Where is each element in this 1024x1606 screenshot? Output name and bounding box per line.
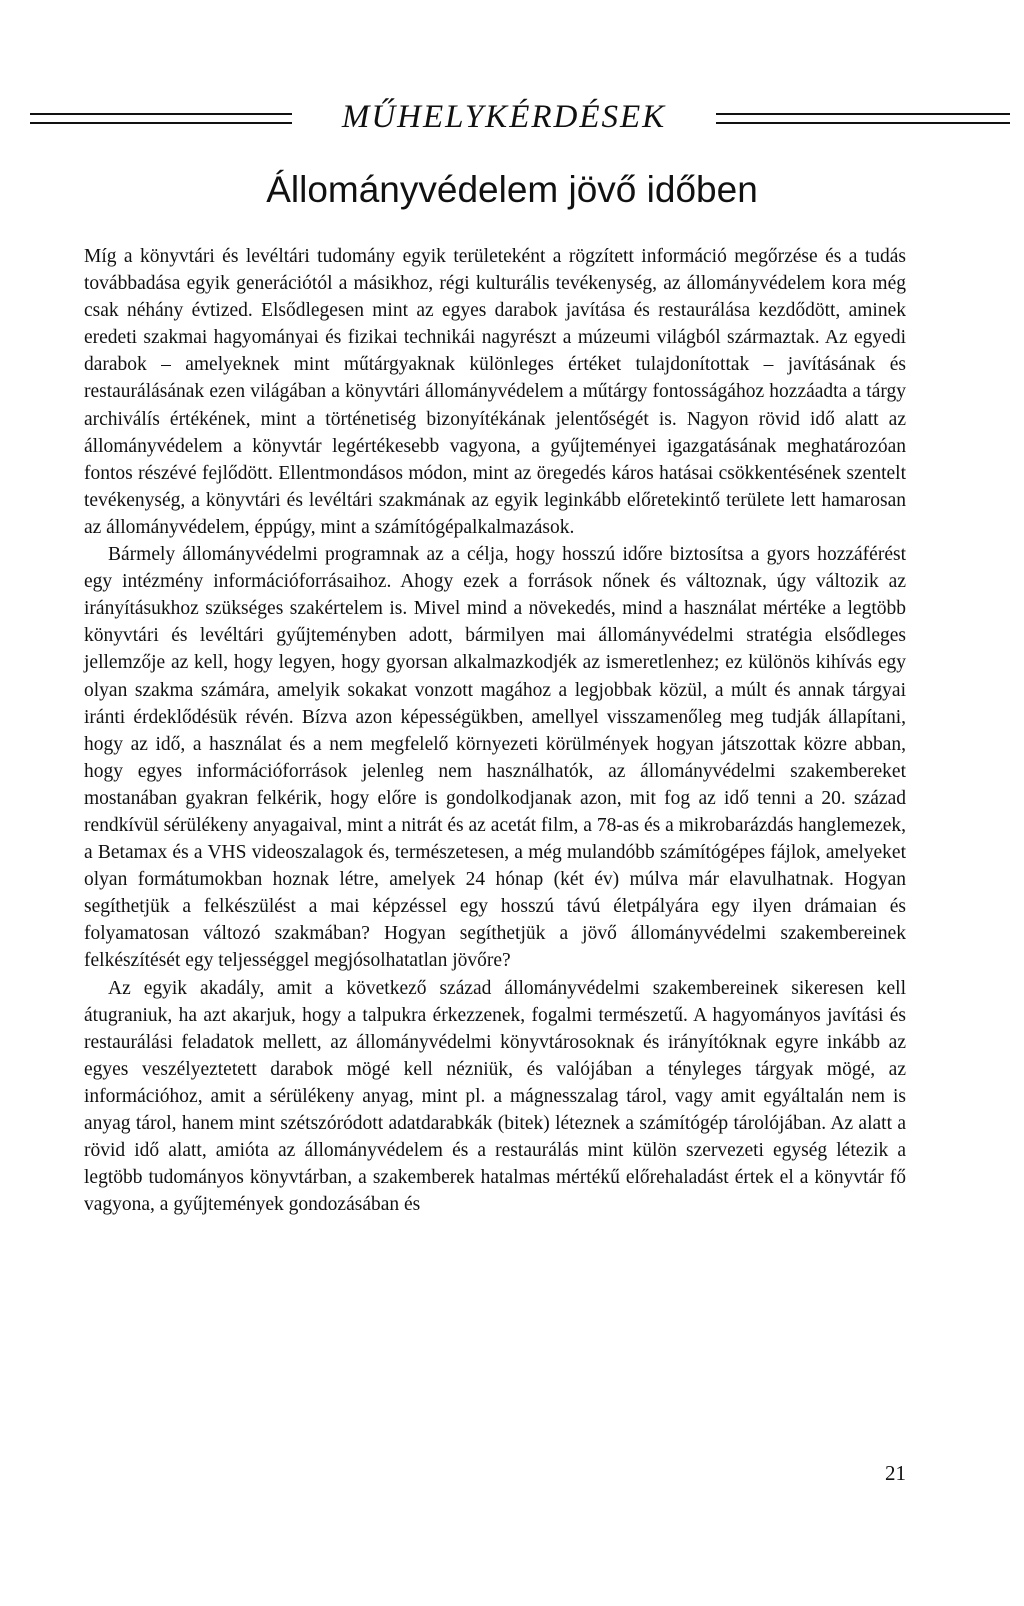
section-header	[30, 96, 1010, 140]
paragraph-3: Az egyik akadály, amit a következő század állományvédelmi szakembereinek sikeresen kell átugraniuk, ha azt akarjuk, hogy a talpukra érkezzenek, fogalmi természetű. A hagyományos javítási és restaurálási feladatok mellett, az állományvédelmi könyvtárosoknak és irányítóknak egyre inkább az egyes veszélyeztetett darabok mögé kell nézniük, és valójában a tényleges tárgyak mögé, az információhoz, amit a sérülékeny anyag, mint pl. a mágnesszalag tárol, vagy amit egyáltalán nem is anyag tárol, hanem mint szétszóródott adatdarabkák (bitek) léteznek a számítógép tárolójában. Az alatt a rövid idő alatt, amióta az állományvédelem és a restaurálás mint külön szervezeti egység létezik a legtöbb tudományos könyvtárban, a szakemberek hatalmas mértékű előrehaladást értek el a könyvtár fő vagyona, a gyűjtemények gondozásában és	[84, 977, 906, 1216]
section-title: MŰHELYKÉRDÉSEK	[341, 99, 667, 135]
header-rule-right	[716, 113, 1010, 124]
page-number: 21	[885, 1461, 906, 1485]
header-rule-left	[30, 113, 292, 124]
article-title: Állományvédelem jövő időben	[266, 169, 758, 210]
paragraph-2: Bármely állományvédelmi programnak az a célja, hogy hosszú időre biztosítsa a gyors hozzáférést egy intézmény információforrásaihoz. Ahogy ezek a források nőnek és változnak, úgy változik az irányításukhoz szükséges szakértelem is. Mivel mind a növekedés, mind a használat mértéke a legtöbb könyvtári és levéltári gyűjteményben adott, bármilyen mai állományvédelmi stratégia elsődleges jellemzője az kell, hogy legyen, hogy gyorsan alkalmazkodjék az ismeretlenhez; ez különös kihívás egy olyan szakma számára, amelyik sokakat vonzott magához a legjobbak közül, a múlt és annak tárgyai iránti érdeklődésük révén. Bízva azon képességükben, amellyel visszamenőleg meg tudják állapítani, hogy az idő, a használat és a nem megfelelő környezeti körülmények hogyan játszottak közre abban, hogy egyes információforrások jelenleg nem használhatók, az állományvédelmi szakembereket mostanában gyakran felkérik, hogy előre is gondolkodjanak azon, mit fog az idő tenni a 20. század rendkívül sérülékeny anyagaival, mint a nitrát és az acetát film, a 78-as és a mikrobarázdás hanglemezek, a Betamax és a VHS videoszalagok és, természetesen, a még mulandóbb számítógépes fájlok, amelyeket olyan formátumokban hoznak létre, amelyek 24 hónap (két év) múlva már elavulhatnak. Hogyan segíthetjük a felkészülést a mai képzéssel egy hosszú távú életpályára egy ilyen drámaian és folyamatosan változó szakmában? Hogyan segíthetjük a jövő állományvédelmi szakembereinek felkészítését egy teljességgel megjósolhatatlan jövőre?	[84, 544, 906, 972]
paragraph-1: Míg a könyvtári és levéltári tudomány egyik területeként a rögzített információ megőrzése és a tudás továbbadása egyik generációtól a másikhoz, régi kulturális tevékenység, az állományvédelem kora még csak néhány évtized. Elsődlegesen mint az egyes darabok javítása és restaurálása kezdődött, aminek eredeti szakmai hagyományai és fizikai technikái nagyrészt a múzeumi világból származtak. Az egyedi darabok – amelyeknek mint műtárgyaknak különleges értéket tulajdonítottak – javításának és restaurálásának ezen világában a könyvtári állományvédelem a műtárgy fontosságához hozzáadta a tárgy archiválís értékének, mint a történetiség bizonyítékának jelentőségét is. Nagyon rövid idő alatt az állományvédelem a könyvtár legértékesebb vagyona, a gyűjteményei igazgatásának meghatározóan fontos részévé fejlődött. Ellentmondásos módon, mint az öregedés káros hatásai csökkentésének szentelt tevékenység, a könyvtári és levéltári szakmának az egyik leginkább előretekintő területe lett hamarosan az állományvédelem, éppúgy, mint a számítógépalkalmazások.	[84, 246, 906, 538]
article-body	[84, 243, 906, 1218]
